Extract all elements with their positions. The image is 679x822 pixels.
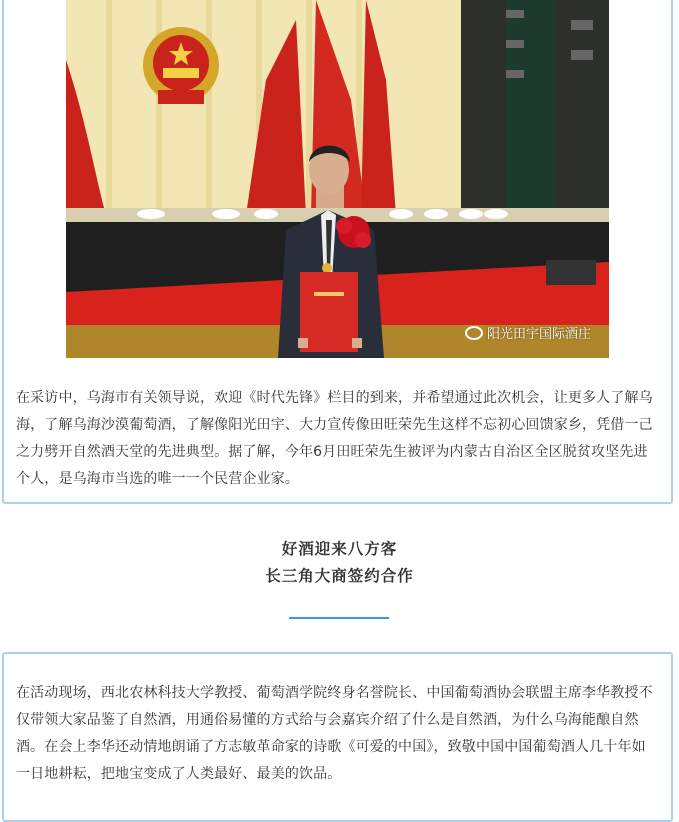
intro-paragraph: 在采访中，乌海市有关领导说，欢迎《时代先锋》栏目的到来，并希望通过此次机会，让更多人了解乌海，了解乌海沙漠葡萄酒，了解像阳光田宇、大力宣传像田旺荣先生这样不忘初心回馈家乡，凭借一己之力劈开自然酒天堂的先进典型。据了解，今年6月田旺荣先生被评为内蒙古自治区全区脱贫攻坚先进个人，是乌海市当选的唯一一个民营企业家。 bbox=[16, 390, 653, 487]
award-photo bbox=[66, 0, 609, 358]
watermark-text: 阳光田宇国际酒庄 bbox=[486, 327, 591, 342]
section-heading-line-2: 长三角大商签约合作 bbox=[265, 567, 414, 585]
event-paragraph: 在活动现场，西北农林科技大学教授、葡萄酒学院终身名誉院长、中国葡萄酒协会联盟主席李华教授不仅带领大家品鉴了自然酒，用通俗易懂的方式给与会嘉宾介绍了什么是自然酒，为什么乌海能酿自然酒。在会上李华还动情地朗诵了方志敏革命家的诗歌《可爱的中国》，致敬中国中国葡萄酒人几十年如一日地耕耘，把地宝变成了人类最好、最美的饮品。 bbox=[16, 685, 653, 782]
wechat-icon bbox=[465, 326, 483, 340]
award-ceremony-illustration bbox=[66, 0, 609, 358]
heading-divider bbox=[289, 617, 389, 619]
photo-watermark bbox=[465, 323, 591, 342]
section-heading-line-1: 好酒迎来八方客 bbox=[281, 540, 398, 558]
